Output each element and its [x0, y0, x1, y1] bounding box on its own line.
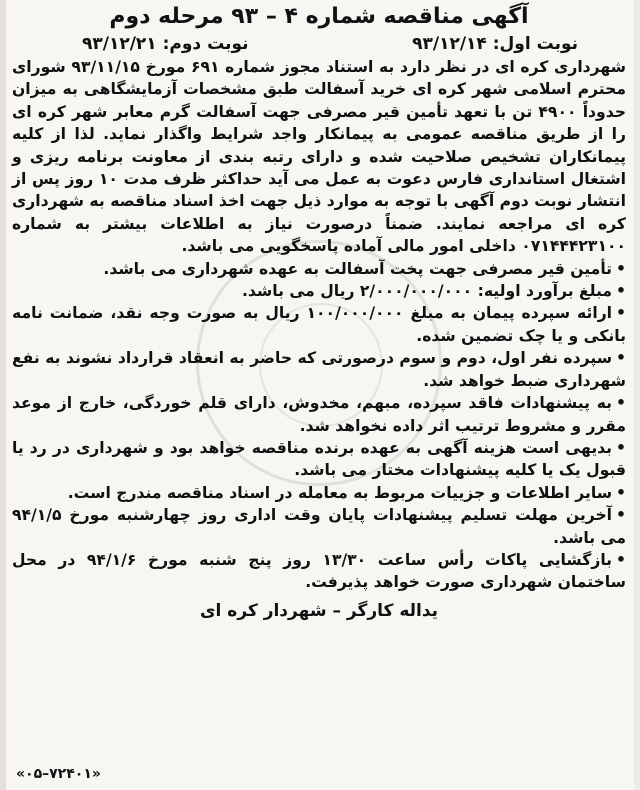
condition-text: بدیهی است هزینه آگهی به عهده برنده مناقصه خواهد بود و شهرداری در رد یا قبول یک یا کلیه پیشنهادات مختار می باشد.: [12, 438, 626, 480]
bullet-icon: •: [616, 506, 626, 525]
condition-item: [12, 392, 626, 437]
condition-item: [12, 549, 626, 594]
second-round-date: نوبت دوم: ۹۳/۱۲/۲۱: [82, 34, 249, 54]
bullet-icon: •: [616, 304, 626, 323]
notice-title: آگهی مناقصه شماره ۴ – ۹۳ مرحله دوم: [109, 4, 529, 29]
ad-code: «۰۵–۷۲۴۰۱»: [16, 766, 101, 782]
condition-text: سپرده نفر اول، دوم و سوم درصورتی که حاضر به انعقاد قرارداد نشوند به نفع شهرداری ضبط خواهد شد.: [12, 349, 626, 390]
bullet-icon: •: [616, 483, 626, 502]
mayor-signature: یداله کارگر – شهردار کره ای: [199, 600, 439, 621]
condition-text: مبلغ برآورد اولیه: ۲/۰۰۰/۰۰۰/۰۰۰ ریال می باشد.: [241, 282, 613, 301]
condition-text: آخرین مهلت تسلیم پیشنهادات پایان وقت اداری روز چهارشنبه مورخ ۹۴/۱/۵ می باشد.: [12, 506, 626, 547]
bullet-icon: •: [616, 282, 626, 301]
condition-item: [12, 280, 626, 302]
bullet-icon: •: [616, 550, 626, 569]
condition-item: [12, 482, 626, 504]
bullet-icon: •: [616, 259, 626, 278]
bullet-icon: •: [616, 394, 626, 413]
condition-text: سایر اطلاعات و جزییات مربوط به معامله در اسناد مناقصه مندرج است.: [67, 483, 613, 502]
condition-item: [12, 302, 626, 347]
condition-item: [12, 258, 626, 280]
condition-item: [12, 347, 626, 392]
intro-paragraph: شهرداری کره ای در نظر دارد به استناد مجوز شماره ۶۹۱ مورخ ۹۳/۱۱/۱۵ شورای محترم اسلامی شهر کره ای خرید آسفالت طبق مشخصات آزمایشگاهی به میزان حدوداً ۴۹۰۰ تن با تعهد تأمین قیر مصرفی جهت آسفالت گرم معابر شهر کره ای را از طریق مناقصه عمومی به پیمانکار واجد شرایط واگذار نماید. لذا از کلیه پیمانکاران تشخیص صلاحیت شده و دارای رتبه بندی از معاونت برنامه ریزی و اشتغال استانداری فارس دعوت به عمل می آید حداکثر ظرف مدت ۱۰ روز پس از انتشار نوبت دوم آگهی با توجه به موارد ذیل جهت اخذ اسناد مناقصه به شهرداری کره ای مراجعه نمایند. ضمناً درصورت نیاز به اطلاعات بیشتر به شماره ۰۷۱۴۴۴۲۳۱۰۰ داخلی امور مالی آماده پاسخگویی می باشد.: [12, 58, 627, 256]
condition-text: تأمین قیر مصرفی جهت پخت آسفالت به عهده شهرداری می باشد.: [103, 259, 613, 278]
condition-item: [12, 437, 626, 482]
notice-body: [12, 2, 626, 786]
condition-text: به پیشنهادات فاقد سپرده، مبهم، مخدوش، دارای قلم خوردگی، خارج از موعد مقرر و مشروط ترتیب اثر داده نخواهد شد.: [12, 394, 626, 435]
bullet-icon: •: [616, 438, 626, 457]
first-round-date: نوبت اول: ۹۳/۱۲/۱۴: [412, 34, 578, 54]
bullet-icon: •: [616, 349, 626, 368]
publication-dates: [12, 32, 626, 56]
condition-text: ارائه سپرده پیمان به مبلغ ۱۰۰/۰۰۰/۰۰۰ ریال به صورت وجه نقد، ضمانت نامه بانکی و یا چک تضمین شده.: [12, 304, 626, 345]
conditions-list: [12, 258, 626, 594]
condition-text: بازگشایی پاکات رأس ساعت ۱۳/۳۰ روز پنج شنبه مورخ ۹۴/۱/۶ در محل ساختمان شهرداری صورت خواهد پذیرفت.: [12, 550, 626, 592]
condition-item: [12, 504, 626, 549]
